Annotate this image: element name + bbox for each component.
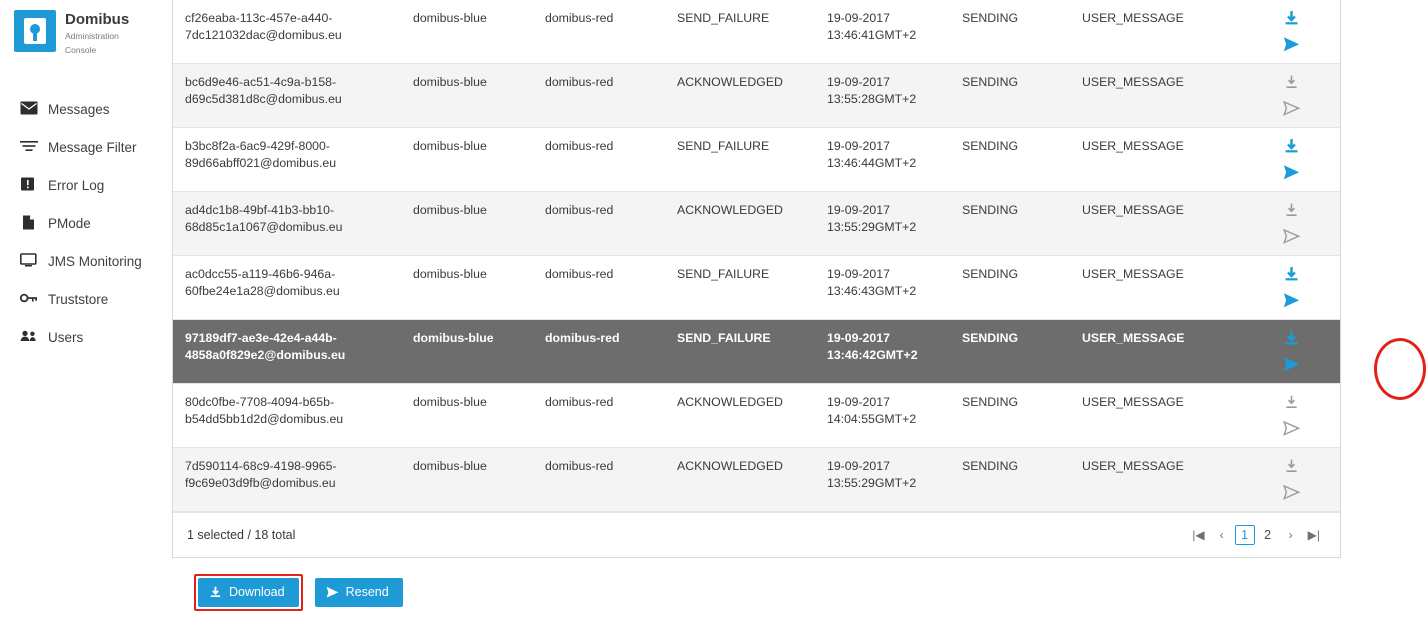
monitor-icon	[20, 253, 38, 269]
cell-received-date	[815, 320, 950, 384]
table-row[interactable]	[173, 128, 1340, 192]
date-line-1: 19-09-2017	[827, 267, 890, 281]
brand-header	[0, 6, 172, 56]
cell-message-status: SEND_FAILURE	[665, 128, 815, 192]
action-button-bar	[172, 558, 1357, 611]
key-icon	[20, 291, 38, 307]
table-row[interactable]	[173, 192, 1340, 256]
cell-row-actions	[1220, 256, 1340, 320]
sidebar-item-label: PMode	[48, 215, 91, 231]
resend-icon[interactable]	[1283, 420, 1300, 437]
cell-row-actions	[1220, 448, 1340, 512]
cell-message-type: USER_MESSAGE	[1070, 448, 1220, 512]
sidebar-item-label: Messages	[48, 101, 110, 117]
cell-message-id: ac0dcc55-a119-46b6-946a-60fbe24e1a28@domibus.eu	[173, 256, 401, 320]
cell-received-date	[815, 0, 950, 64]
cell-message-type: USER_MESSAGE	[1070, 128, 1220, 192]
brand-title: Domibus	[65, 11, 130, 28]
row-actions-highlight-annotation	[1374, 338, 1426, 400]
cell-from-party: domibus-blue	[401, 320, 533, 384]
cell-row-actions	[1220, 320, 1340, 384]
download-icon[interactable]	[1283, 202, 1300, 219]
download-button[interactable]	[198, 578, 299, 607]
cell-received-date	[815, 256, 950, 320]
date-line-2: 13:55:28GMT+2	[827, 92, 917, 106]
download-icon[interactable]	[1283, 10, 1300, 27]
date-line-1: 19-09-2017	[827, 459, 890, 473]
cell-message-id: ad4dc1b8-49bf-41b3-bb10-68d85c1a1067@domibus.eu	[173, 192, 401, 256]
filter-icon	[20, 139, 38, 155]
sidebar-item-label: JMS Monitoring	[48, 253, 142, 269]
date-line-2: 13:46:42GMT+2	[827, 348, 918, 362]
cell-send-state: SENDING	[950, 192, 1070, 256]
resend-icon[interactable]	[1283, 36, 1300, 53]
date-line-1: 19-09-2017	[827, 331, 890, 345]
sidebar-item-truststore[interactable]	[0, 280, 172, 318]
date-line-1: 19-09-2017	[827, 11, 890, 25]
cell-message-type: USER_MESSAGE	[1070, 0, 1220, 64]
resend-icon[interactable]	[1283, 356, 1300, 373]
sidebar-item-pmode[interactable]	[0, 204, 172, 242]
cell-message-id: bc6d9e46-ac51-4c9a-b158-d69c5d381d8c@domibus.eu	[173, 64, 401, 128]
sidebar-item-messages[interactable]	[0, 90, 172, 128]
sidebar	[0, 0, 172, 621]
cell-message-status: ACKNOWLEDGED	[665, 192, 815, 256]
error-log-icon	[20, 177, 38, 193]
cell-received-date	[815, 128, 950, 192]
sidebar-nav	[0, 90, 172, 356]
resend-icon[interactable]	[1283, 100, 1300, 117]
cell-to-party: domibus-red	[533, 256, 665, 320]
cell-to-party: domibus-red	[533, 0, 665, 64]
cell-received-date	[815, 64, 950, 128]
pager-last-button[interactable]: ▶|	[1307, 528, 1320, 542]
cell-message-status: ACKNOWLEDGED	[665, 384, 815, 448]
cell-to-party: domibus-red	[533, 448, 665, 512]
domibus-logo-icon	[14, 10, 56, 52]
date-line-2: 13:46:43GMT+2	[827, 284, 917, 298]
cell-to-party: domibus-red	[533, 384, 665, 448]
messages-table-body	[173, 0, 1340, 512]
table-row[interactable]	[173, 64, 1340, 128]
table-row-selected[interactable]	[173, 320, 1340, 384]
sidebar-item-jms-monitoring[interactable]	[0, 242, 172, 280]
brand-subtitle-line1: Administration	[65, 31, 119, 41]
sidebar-item-users[interactable]	[0, 318, 172, 356]
date-line-2: 13:55:29GMT+2	[827, 220, 917, 234]
cell-message-status: SEND_FAILURE	[665, 256, 815, 320]
cell-send-state: SENDING	[950, 384, 1070, 448]
date-line-2: 13:55:29GMT+2	[827, 476, 917, 490]
cell-message-status: SEND_FAILURE	[665, 320, 815, 384]
cell-message-id: 97189df7-ae3e-42e4-a44b-4858a0f829e2@domibus.eu	[173, 320, 401, 384]
message-icon	[20, 101, 38, 117]
sidebar-item-label: Truststore	[48, 291, 109, 307]
main-content	[172, 0, 1357, 621]
table-row[interactable]	[173, 384, 1340, 448]
date-line-1: 19-09-2017	[827, 203, 890, 217]
pager-prev-button[interactable]: ‹	[1219, 528, 1224, 542]
cell-row-actions	[1220, 0, 1340, 64]
table-row[interactable]	[173, 448, 1340, 512]
cell-row-actions	[1220, 384, 1340, 448]
cell-row-actions	[1220, 128, 1340, 192]
sidebar-item-label: Error Log	[48, 177, 105, 193]
sidebar-item-label: Message Filter	[48, 139, 137, 155]
cell-received-date	[815, 448, 950, 512]
cell-message-type: USER_MESSAGE	[1070, 256, 1220, 320]
cell-message-status: SEND_FAILURE	[665, 0, 815, 64]
pagination	[1188, 525, 1324, 545]
brand-text	[65, 10, 129, 56]
users-icon	[20, 329, 38, 345]
download-icon[interactable]	[1283, 138, 1300, 155]
resend-button-label: Resend	[345, 585, 389, 599]
pager-page-2[interactable]: 2	[1264, 528, 1272, 542]
resend-button[interactable]	[315, 578, 403, 607]
resend-icon[interactable]	[1283, 484, 1300, 501]
sidebar-item-message-filter[interactable]	[0, 128, 172, 166]
cell-from-party: domibus-blue	[401, 128, 533, 192]
cell-row-actions	[1220, 64, 1340, 128]
date-line-2: 14:04:55GMT+2	[827, 412, 917, 426]
pager-first-button[interactable]: |◀	[1192, 528, 1205, 542]
cell-send-state: SENDING	[950, 256, 1070, 320]
cell-to-party: domibus-red	[533, 64, 665, 128]
cell-message-id: 80dc0fbe-7708-4094-b65b-b54dd5bb1d2d@domibus.eu	[173, 384, 401, 448]
cell-to-party: domibus-red	[533, 320, 665, 384]
cell-message-type: USER_MESSAGE	[1070, 384, 1220, 448]
download-icon[interactable]	[1283, 330, 1300, 347]
cell-send-state: SENDING	[950, 128, 1070, 192]
sidebar-item-label: Users	[48, 329, 84, 345]
download-button-label: Download	[229, 585, 285, 599]
cell-send-state: SENDING	[950, 448, 1070, 512]
cell-send-state: SENDING	[950, 320, 1070, 384]
date-line-2: 13:46:41GMT+2	[827, 28, 917, 42]
cell-to-party: domibus-red	[533, 128, 665, 192]
resend-icon[interactable]	[1283, 228, 1300, 245]
download-button-highlight	[194, 574, 303, 611]
cell-message-status: ACKNOWLEDGED	[665, 448, 815, 512]
cell-send-state: SENDING	[950, 0, 1070, 64]
cell-message-id: b3bc8f2a-6ac9-429f-8000-89d66abff021@domibus.eu	[173, 128, 401, 192]
sidebar-item-error-log[interactable]	[0, 166, 172, 204]
cell-from-party: domibus-blue	[401, 0, 533, 64]
cell-message-type: USER_MESSAGE	[1070, 64, 1220, 128]
table-row[interactable]	[173, 0, 1340, 64]
cell-from-party: domibus-blue	[401, 192, 533, 256]
cell-message-status: ACKNOWLEDGED	[665, 64, 815, 128]
cell-from-party: domibus-blue	[401, 384, 533, 448]
table-footer	[173, 512, 1340, 557]
messages-table	[173, 0, 1340, 512]
cell-from-party: domibus-blue	[401, 256, 533, 320]
selection-summary: 1 selected / 18 total	[187, 528, 296, 542]
cell-message-id: cf26eaba-113c-457e-a440-7dc121032dac@domibus.eu	[173, 0, 401, 64]
brand-subtitle-line2: Console	[65, 45, 97, 55]
table-row[interactable]	[173, 256, 1340, 320]
cell-send-state: SENDING	[950, 64, 1070, 128]
cell-message-type: USER_MESSAGE	[1070, 320, 1220, 384]
download-icon[interactable]	[1283, 266, 1300, 283]
cell-received-date	[815, 192, 950, 256]
date-line-1: 19-09-2017	[827, 139, 890, 153]
resend-icon[interactable]	[1283, 164, 1300, 181]
cell-message-type: USER_MESSAGE	[1070, 192, 1220, 256]
cell-message-id: 7d590114-68c9-4198-9965-f9c69e03d9fb@domibus.eu	[173, 448, 401, 512]
cell-from-party: domibus-blue	[401, 448, 533, 512]
document-icon	[20, 215, 38, 231]
pager-page-1[interactable]: 1	[1235, 525, 1255, 545]
pager-next-button[interactable]: ›	[1288, 528, 1293, 542]
date-line-2: 13:46:44GMT+2	[827, 156, 917, 170]
cell-from-party: domibus-blue	[401, 64, 533, 128]
date-line-1: 19-09-2017	[827, 395, 890, 409]
cell-row-actions	[1220, 192, 1340, 256]
cell-to-party: domibus-red	[533, 192, 665, 256]
cell-received-date	[815, 384, 950, 448]
download-icon[interactable]	[1283, 458, 1300, 475]
download-icon[interactable]	[1283, 74, 1300, 91]
date-line-1: 19-09-2017	[827, 75, 890, 89]
download-icon[interactable]	[1283, 394, 1300, 411]
messages-table-container	[172, 0, 1341, 558]
resend-icon[interactable]	[1283, 292, 1300, 309]
